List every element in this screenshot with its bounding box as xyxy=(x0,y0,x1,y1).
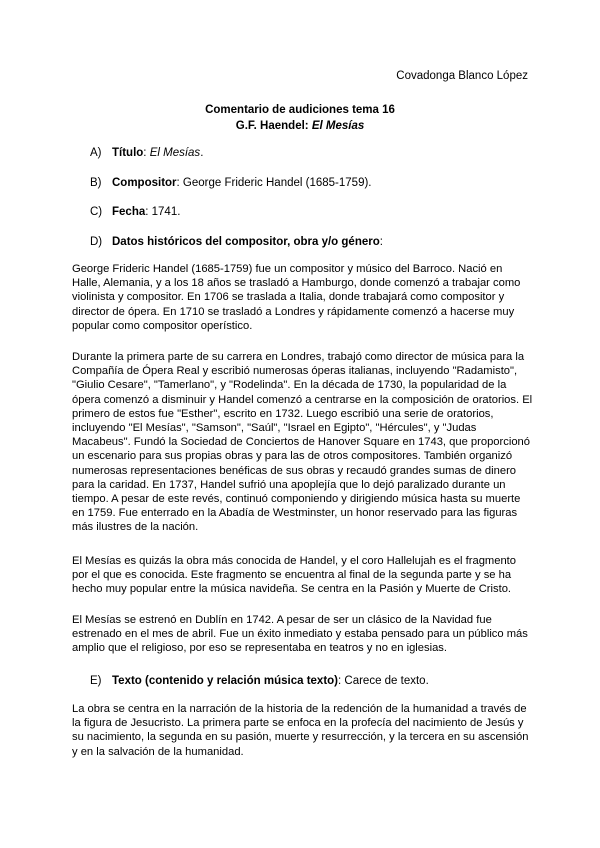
item-label: Título xyxy=(112,147,144,159)
paragraph-content: La obra se centra en la narración de la historia de la redención de la humanidad a través de la figura de Jesucristo. La primera parte se enfoca en la profecía del nacimiento de Jesús y su nacimiento, la segunda en su pasión, muerte y resurrección, y la tercera en su ascensión y en la salvación de la humanidad. xyxy=(72,703,529,758)
item-e-text xyxy=(90,675,429,687)
item-sep: : xyxy=(338,675,345,687)
item-value: 1741. xyxy=(151,206,181,218)
title-line-1: Comentario de audiciones tema 16 xyxy=(205,104,395,116)
item-sep: : xyxy=(379,236,383,248)
item-label: Texto (contenido y relación música texto) xyxy=(112,675,338,687)
item-sep: : xyxy=(143,147,150,159)
item-label: Compositor xyxy=(112,177,177,189)
item-label: Fecha xyxy=(112,206,146,218)
item-value: Carece de texto. xyxy=(344,675,429,687)
item-label: Datos históricos del compositor, obra y/o género xyxy=(112,236,380,248)
item-letter: E) xyxy=(90,675,102,687)
title-line-2 xyxy=(0,118,600,134)
title-prefix: G.F. Haendel: xyxy=(235,120,312,132)
item-letter: D) xyxy=(90,236,103,248)
item-letter: B) xyxy=(90,177,102,189)
item-letter: C) xyxy=(90,206,103,218)
item-d-historical-data xyxy=(90,236,383,248)
title-work: El Mesías xyxy=(311,120,365,132)
item-letter: A) xyxy=(90,147,102,159)
item-c-date xyxy=(90,206,180,218)
item-value: George Frideric Handel (1685-1759). xyxy=(182,177,372,189)
paragraph-messiah: El Mesías es quizás la obra más conocida de Handel, y el coro Hallelujah es el fragmento por el que es conocida. Este fragmento se encuentra al final de la segunda parte y se ha hecho muy popular entre la música navideña. Se centra en la Pasión y Muerte de Cristo. xyxy=(72,555,517,596)
paragraph-career: Durante la primera parte de su carrera en Londres, trabajó como director de música para la Compañía de Ópera Real y escribió numerosas óperas italianas, incluyendo "Radamisto", "Giulio Cesare", "Tamerlano", y "Rodelinda". En la década de 1730, la popularidad de la ópera comenzó a disminuir y Handel comenzó a centrarse en la composición de oratorios. El primero de estos fue "Esther", escrito en 1732. Luego escribió una serie de oratorios, incluyendo "El Mesías", "Samson", "Saúl", "Israel en Egipto", "Hércules", y "Judas Macabeus". Fundó la Sociedad de Conciertos de Hanover Square en 1743, que proporcionó un escenario para sus propias obras y para las de otros compositores. También organizó numerosas representaciones benéficas de sus obras y recaudó grandes sumas de dinero para la caridad. En 1737, Handel sufrió una apoplejía que lo dejó paralizado durante un tiempo. A pesar de este revés, continuó componiendo y dirigiendo música hasta su muerte en 1759. Fue enterrado en la Abadía de Westminster, un honor reservado para las figuras más ilustres de la nación. xyxy=(72,351,533,534)
item-tail: . xyxy=(200,147,204,159)
item-a-title xyxy=(90,147,203,159)
item-sep: : xyxy=(145,206,152,218)
item-value: El Mesías xyxy=(149,147,201,159)
paragraph-premiere: El Mesías se estrenó en Dublín en 1742. A pesar de ser un clásico de la Navidad fue estrenado en el mes de abril. Fue un éxito inmediato y estaba pensado para un público más amplio que el religioso, por eso se representaba en teatros y no en iglesias. xyxy=(72,614,528,655)
document-title xyxy=(0,102,600,134)
paragraph-biography: George Frideric Handel (1685-1759) fue un compositor y músico del Barroco. Nació en Halle, Alemania, y a los 18 años se trasladó a Hamburgo, donde comenzó a trabajar como violinista y compositor. En 1706 se traslada a Italia, donde trabajará como compositor y director de ópera. En 1710 se trasladó a Londres y rápidamente comenzó a hacerse muy popular como compositor operístico. xyxy=(72,263,521,332)
item-sep: : xyxy=(176,177,183,189)
author-name: Covadonga Blanco López xyxy=(396,70,528,82)
item-b-composer xyxy=(90,177,372,189)
